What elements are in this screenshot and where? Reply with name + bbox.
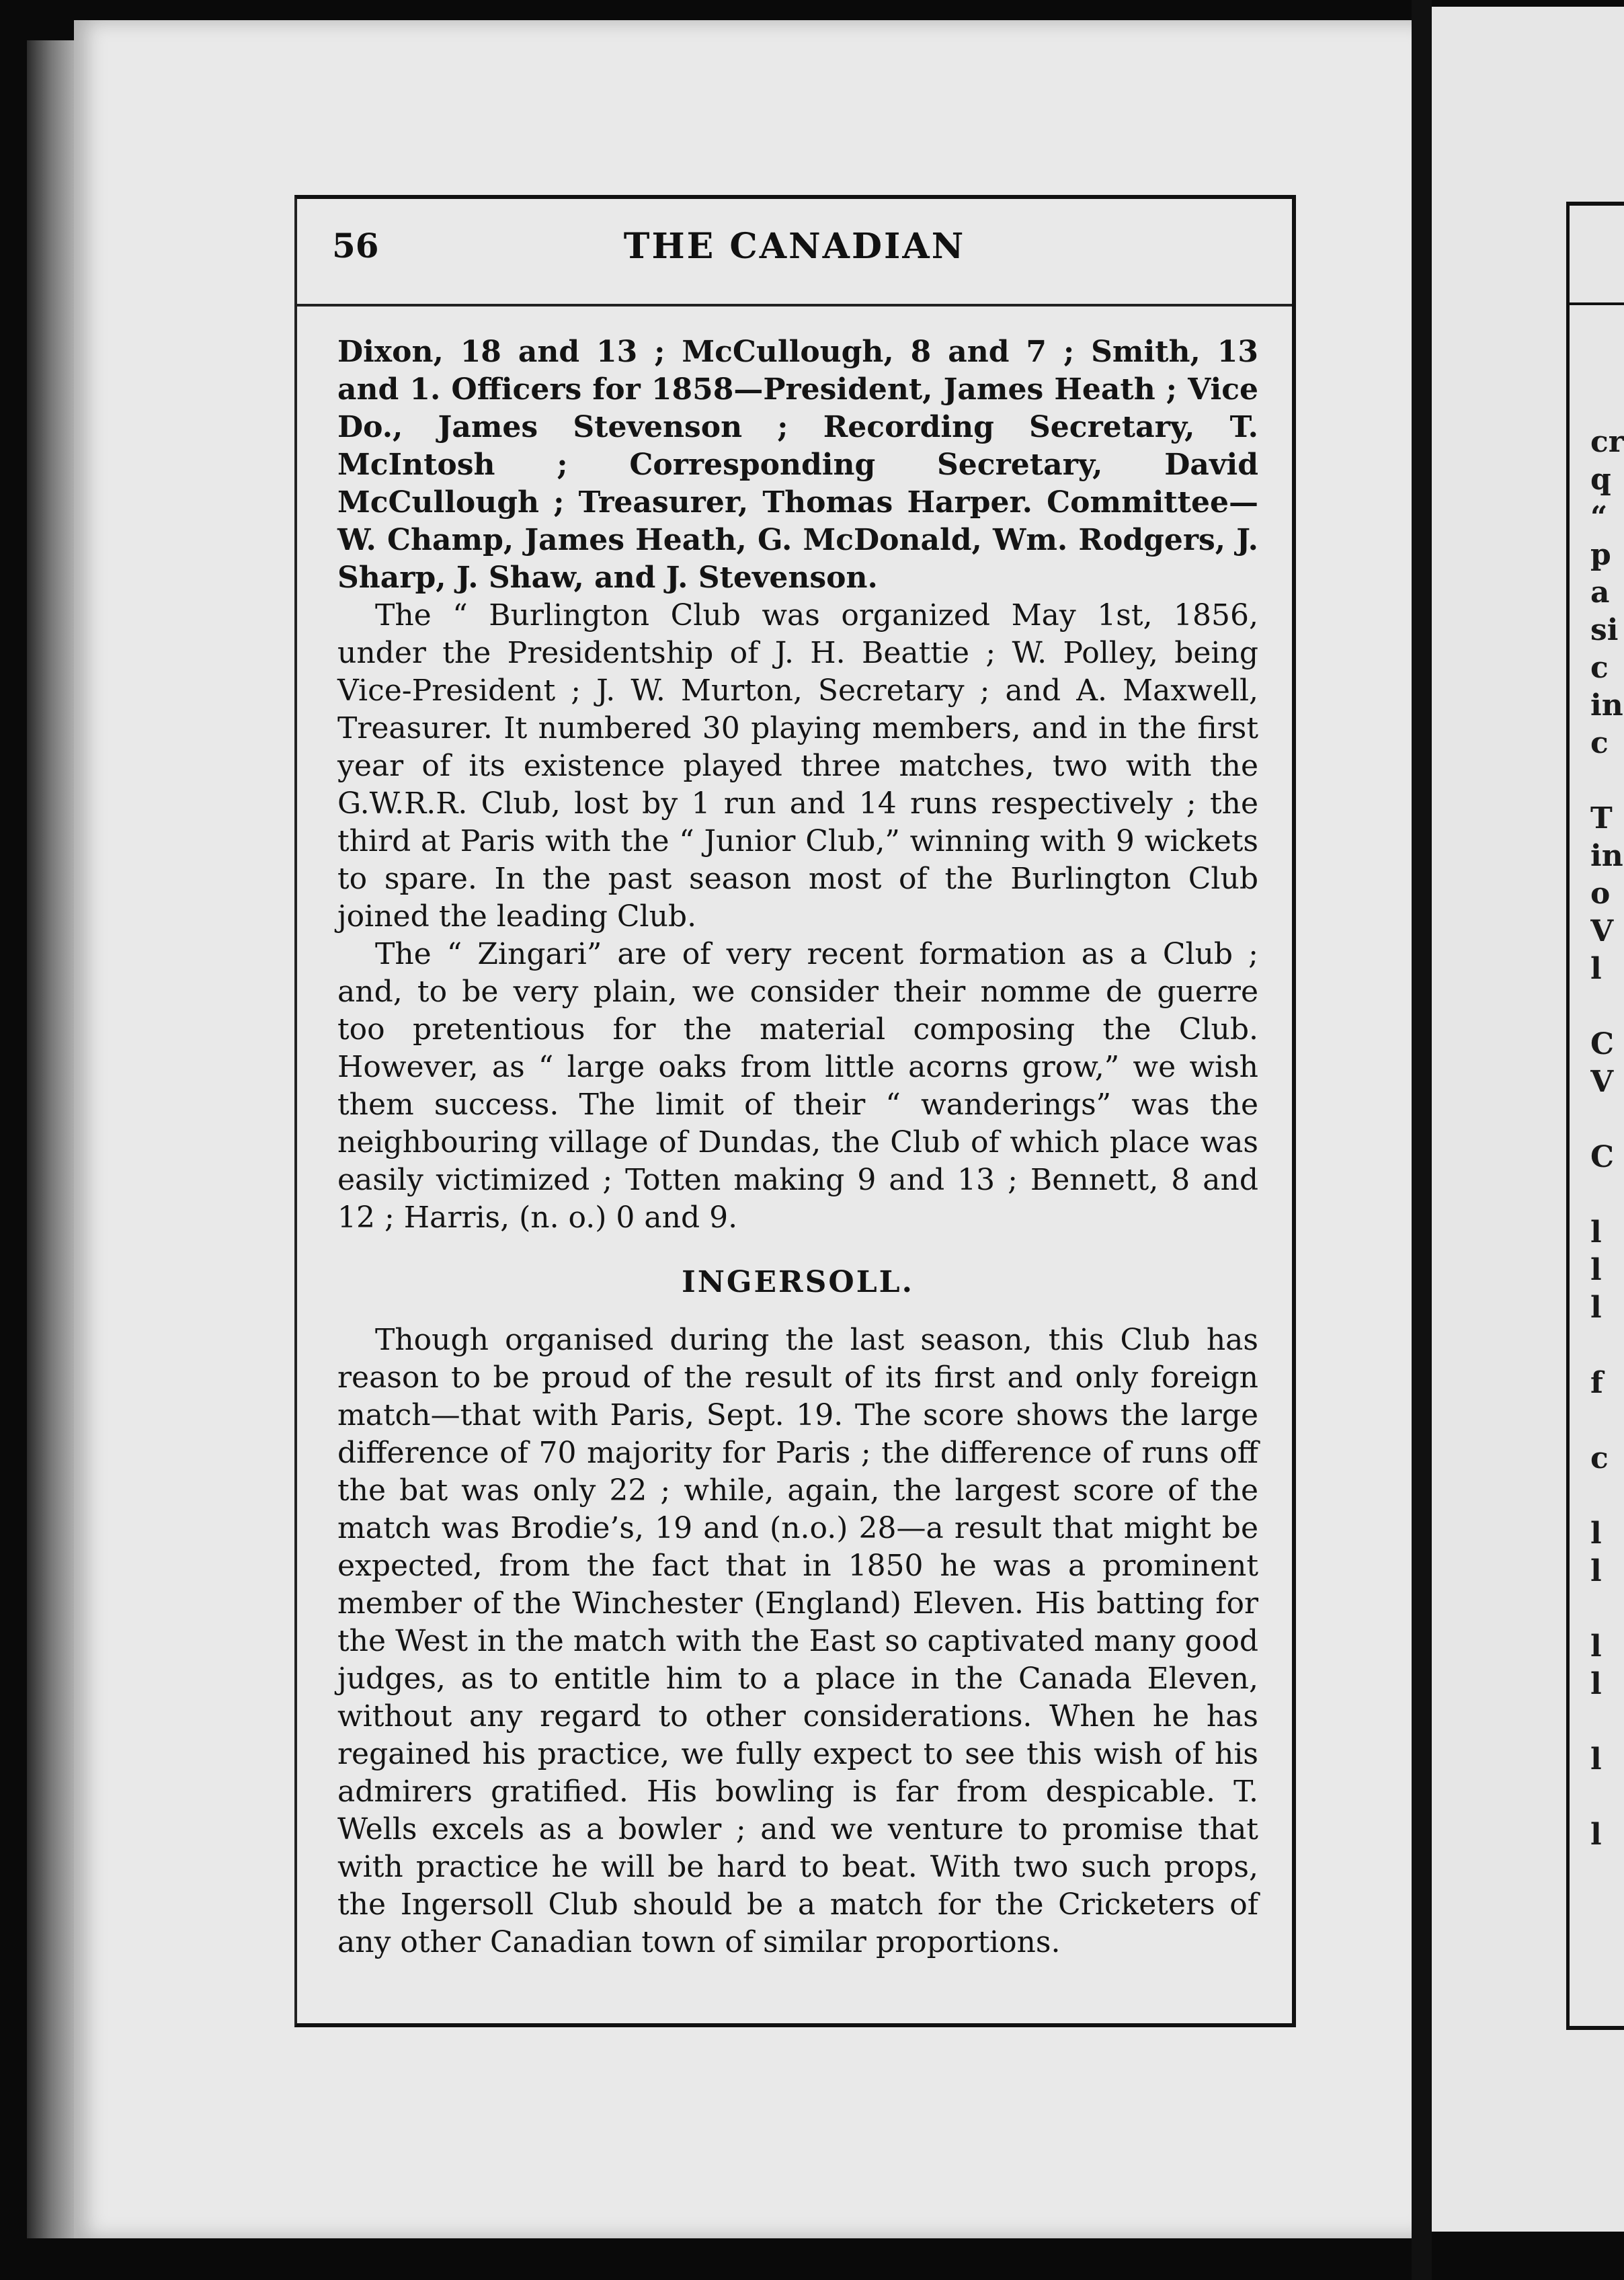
printed-text-frame (294, 195, 1296, 2027)
facing-page-frame-rule (1566, 202, 1570, 2030)
page-body (337, 333, 1258, 1961)
facing-page (1432, 7, 1624, 2232)
paragraph-officers: Dixon, 18 and 13 ; McCullough, 8 and 7 ; Smith, 13 and 1. Officers for 1858—President, James Heath ; Vice Do., James Stevenson ; Recording Secretary, T. McIntosh ; Corresponding Secretary, David McCullough ; Treasurer, Thomas Harper. Committee—W. Champ, James Heath, G. McDonald, Wm. Rodgers, J. Sharp, J. Shaw, and J. Stevenson. (337, 335, 1258, 595)
book-page-edges (27, 40, 81, 2238)
page-number: 56 (332, 226, 379, 266)
book-gutter (1412, 0, 1432, 2280)
facing-page-top-rule (1566, 202, 1624, 206)
paragraph-ingersoll: Though organised during the last season, this Club has reason to be proud of the result of its first and only foreign match—that with Paris, Sept. 19. The score shows the large difference of 70 majority for Paris ; the difference of runs off the bat was only 22 ; while, again, the largest score of the match was Brodie’s, 19 and (n.o.) 28—a result that might be expected, from the fact that in 1850 he was a prominent member of the Winchester (England) Eleven. His batting for the West in the match with the East so captivated many good judges, as to entitle him to a place in the Canada Eleven, without any regard to other considerations. When he has regained his practice, we fully expect to see this wish of his admirers gratified. His bowling is far from despicable. T. Wells excels as a bowler ; and we venture to promise that with practice he will be hard to beat. With two such props, the Ingersoll Club should be a match for the Cricketers of any other Canadian town of similar proportions. (337, 1323, 1258, 1959)
facing-page-header-rule (1566, 302, 1624, 305)
running-title: THE CANADIAN (623, 226, 966, 267)
section-heading: INGERSOLL. (682, 1265, 914, 1299)
facing-page-text-fragments: cr q “ p a si c in c T in o V l C V C l l l f c l l l l l l (1590, 425, 1624, 1852)
page-header (297, 199, 1292, 307)
paragraph-burlington-club: The “ Burlington Club was organized May 1st, 1856, under the Presidentship of J. H. Beattie ; W. Polley, being Vice-President ; J. W. Murton, Secretary ; and A. Maxwell, Treasurer. It numbered 30 playing members, and in the first year of its existence played three matches, two with the G.W.R.R. Club, lost by 1 run and 14 runs respectively ; the third at Paris with the “ Junior Club,” winning with 9 wickets to spare. In the past season most of the Burlington Club joined the leading Club. (337, 598, 1258, 934)
paragraph-zingari: The “ Zingari” are of very recent formation as a Club ; and, to be very plain, we consider their nomme de guerre too pretentious for the material composing the Club. However, as “ large oaks from little acorns grow,” we wish them success. The limit of their “ wanderings” was the neighbouring village of Dundas, the Club of which place was easily victimized ; Totten making 9 and 13 ; Bennett, 8 and 12 ; Harris, (n. o.) 0 and 9. (337, 937, 1258, 1235)
facing-page-bottom-rule (1566, 2026, 1624, 2030)
